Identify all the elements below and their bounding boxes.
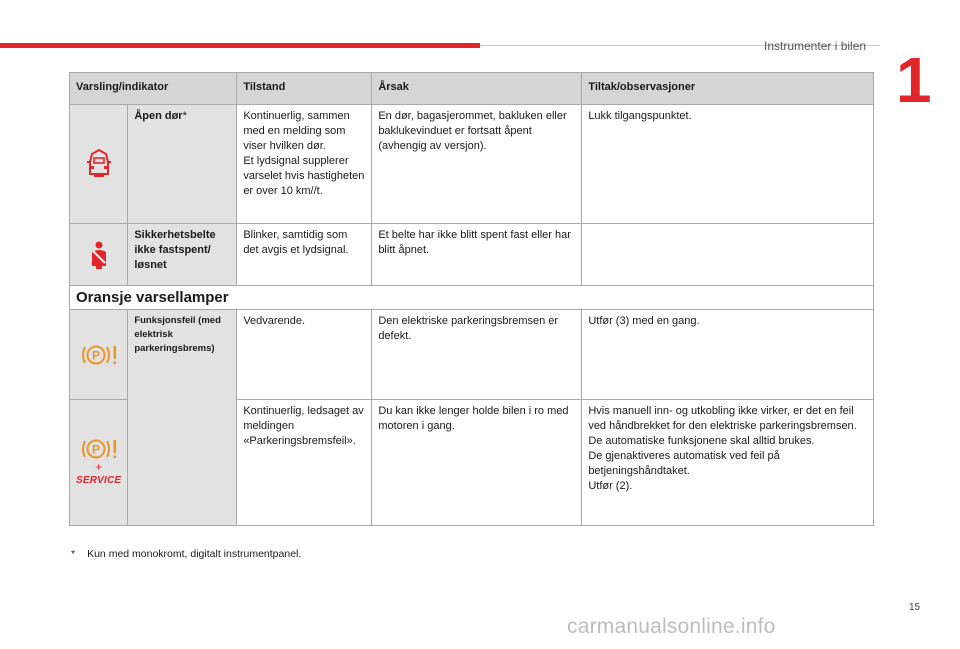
- indicator-name: Funksjonsfeil (med elektrisk parkeringsbrems): [128, 310, 237, 526]
- column-header: Årsak: [372, 73, 582, 105]
- icon-cell: [70, 224, 128, 286]
- column-header: Tiltak/observasjoner: [582, 73, 874, 105]
- action-cell: [582, 224, 874, 286]
- footnote-marker: *: [182, 110, 187, 122]
- footnote: [71, 548, 301, 560]
- state-cell: Kontinuerlig, sammen med en melding som viser hvilken dør. Et lydsignal supplerer varselet hvis hastigheten er over 10 km//t.: [237, 105, 372, 224]
- cause-cell: Du kan ikke lenger holde bilen i ro med motoren i gang.: [372, 400, 582, 526]
- state-cell: Blinker, samtidig som det avgis et lydsignal.: [237, 224, 372, 286]
- watermark: carmanualsonline.info: [567, 615, 776, 638]
- indicator-name: Sikkerhetsbelte ikke fastspent/ løsnet: [128, 224, 237, 286]
- column-header: Varsling/indikator: [70, 73, 237, 105]
- warning-table: [69, 72, 874, 526]
- section-heading-row: [70, 286, 874, 310]
- svg-text:P: P: [91, 348, 100, 362]
- cause-cell: En dør, bagasjerommet, bakluken eller baklukevinduet er fortsatt åpent (avhengig av versjon).: [372, 105, 582, 224]
- open-door-icon: [85, 148, 113, 180]
- plus-sign: +: [95, 460, 103, 474]
- cause-cell: Den elektriske parkeringsbremsen er defekt.: [372, 310, 582, 400]
- action-cell: Utfør (3) med en gang.: [582, 310, 874, 400]
- footnote-marker: *: [71, 548, 76, 560]
- state-cell: Kontinuerlig, ledsaget av meldingen «Parkeringsbremsfeil».: [237, 400, 372, 526]
- chapter-number: 1: [896, 44, 932, 116]
- cause-cell: Et belte har ikke blitt spent fast eller har blitt åpnet.: [372, 224, 582, 286]
- indicator-name-text: Åpen dør: [134, 110, 183, 122]
- indicator-name: [128, 105, 237, 224]
- action-cell: Hvis manuell inn- og utkobling ikke virker, er det en feil ved håndbrekket for den elektriske parkeringsbremsen. De automatiske funksjonene skal alltid brukes. De gjenaktiveres automatisk ved feil på betjeningshåndtaket. Utfør (2).: [582, 400, 874, 526]
- table-header-row: [70, 73, 874, 105]
- service-icon: SERVICE: [76, 475, 122, 486]
- icon-cell: [70, 105, 128, 224]
- table-row: [70, 105, 874, 224]
- parking-brake-fault-icon: [79, 437, 119, 461]
- svg-text:P: P: [91, 442, 100, 457]
- table-row: [70, 224, 874, 286]
- icon-cell: [70, 400, 128, 526]
- action-cell: Lukk tilgangspunktet.: [582, 105, 874, 224]
- state-cell: Vedvarende.: [237, 310, 372, 400]
- section-heading: Oransje varsellamper: [70, 286, 874, 310]
- header-accent-bar: [0, 43, 480, 48]
- icon-cell: [70, 310, 128, 400]
- page-number: 15: [909, 602, 921, 613]
- footnote-text: Kun med monokromt, digitalt instrumentpanel.: [87, 548, 302, 560]
- parking-brake-fault-icon: [79, 343, 119, 367]
- column-header: Tilstand: [237, 73, 372, 105]
- seatbelt-icon: [88, 240, 110, 270]
- section-title: Instrumenter i bilen: [764, 39, 867, 53]
- table-row: [70, 310, 874, 400]
